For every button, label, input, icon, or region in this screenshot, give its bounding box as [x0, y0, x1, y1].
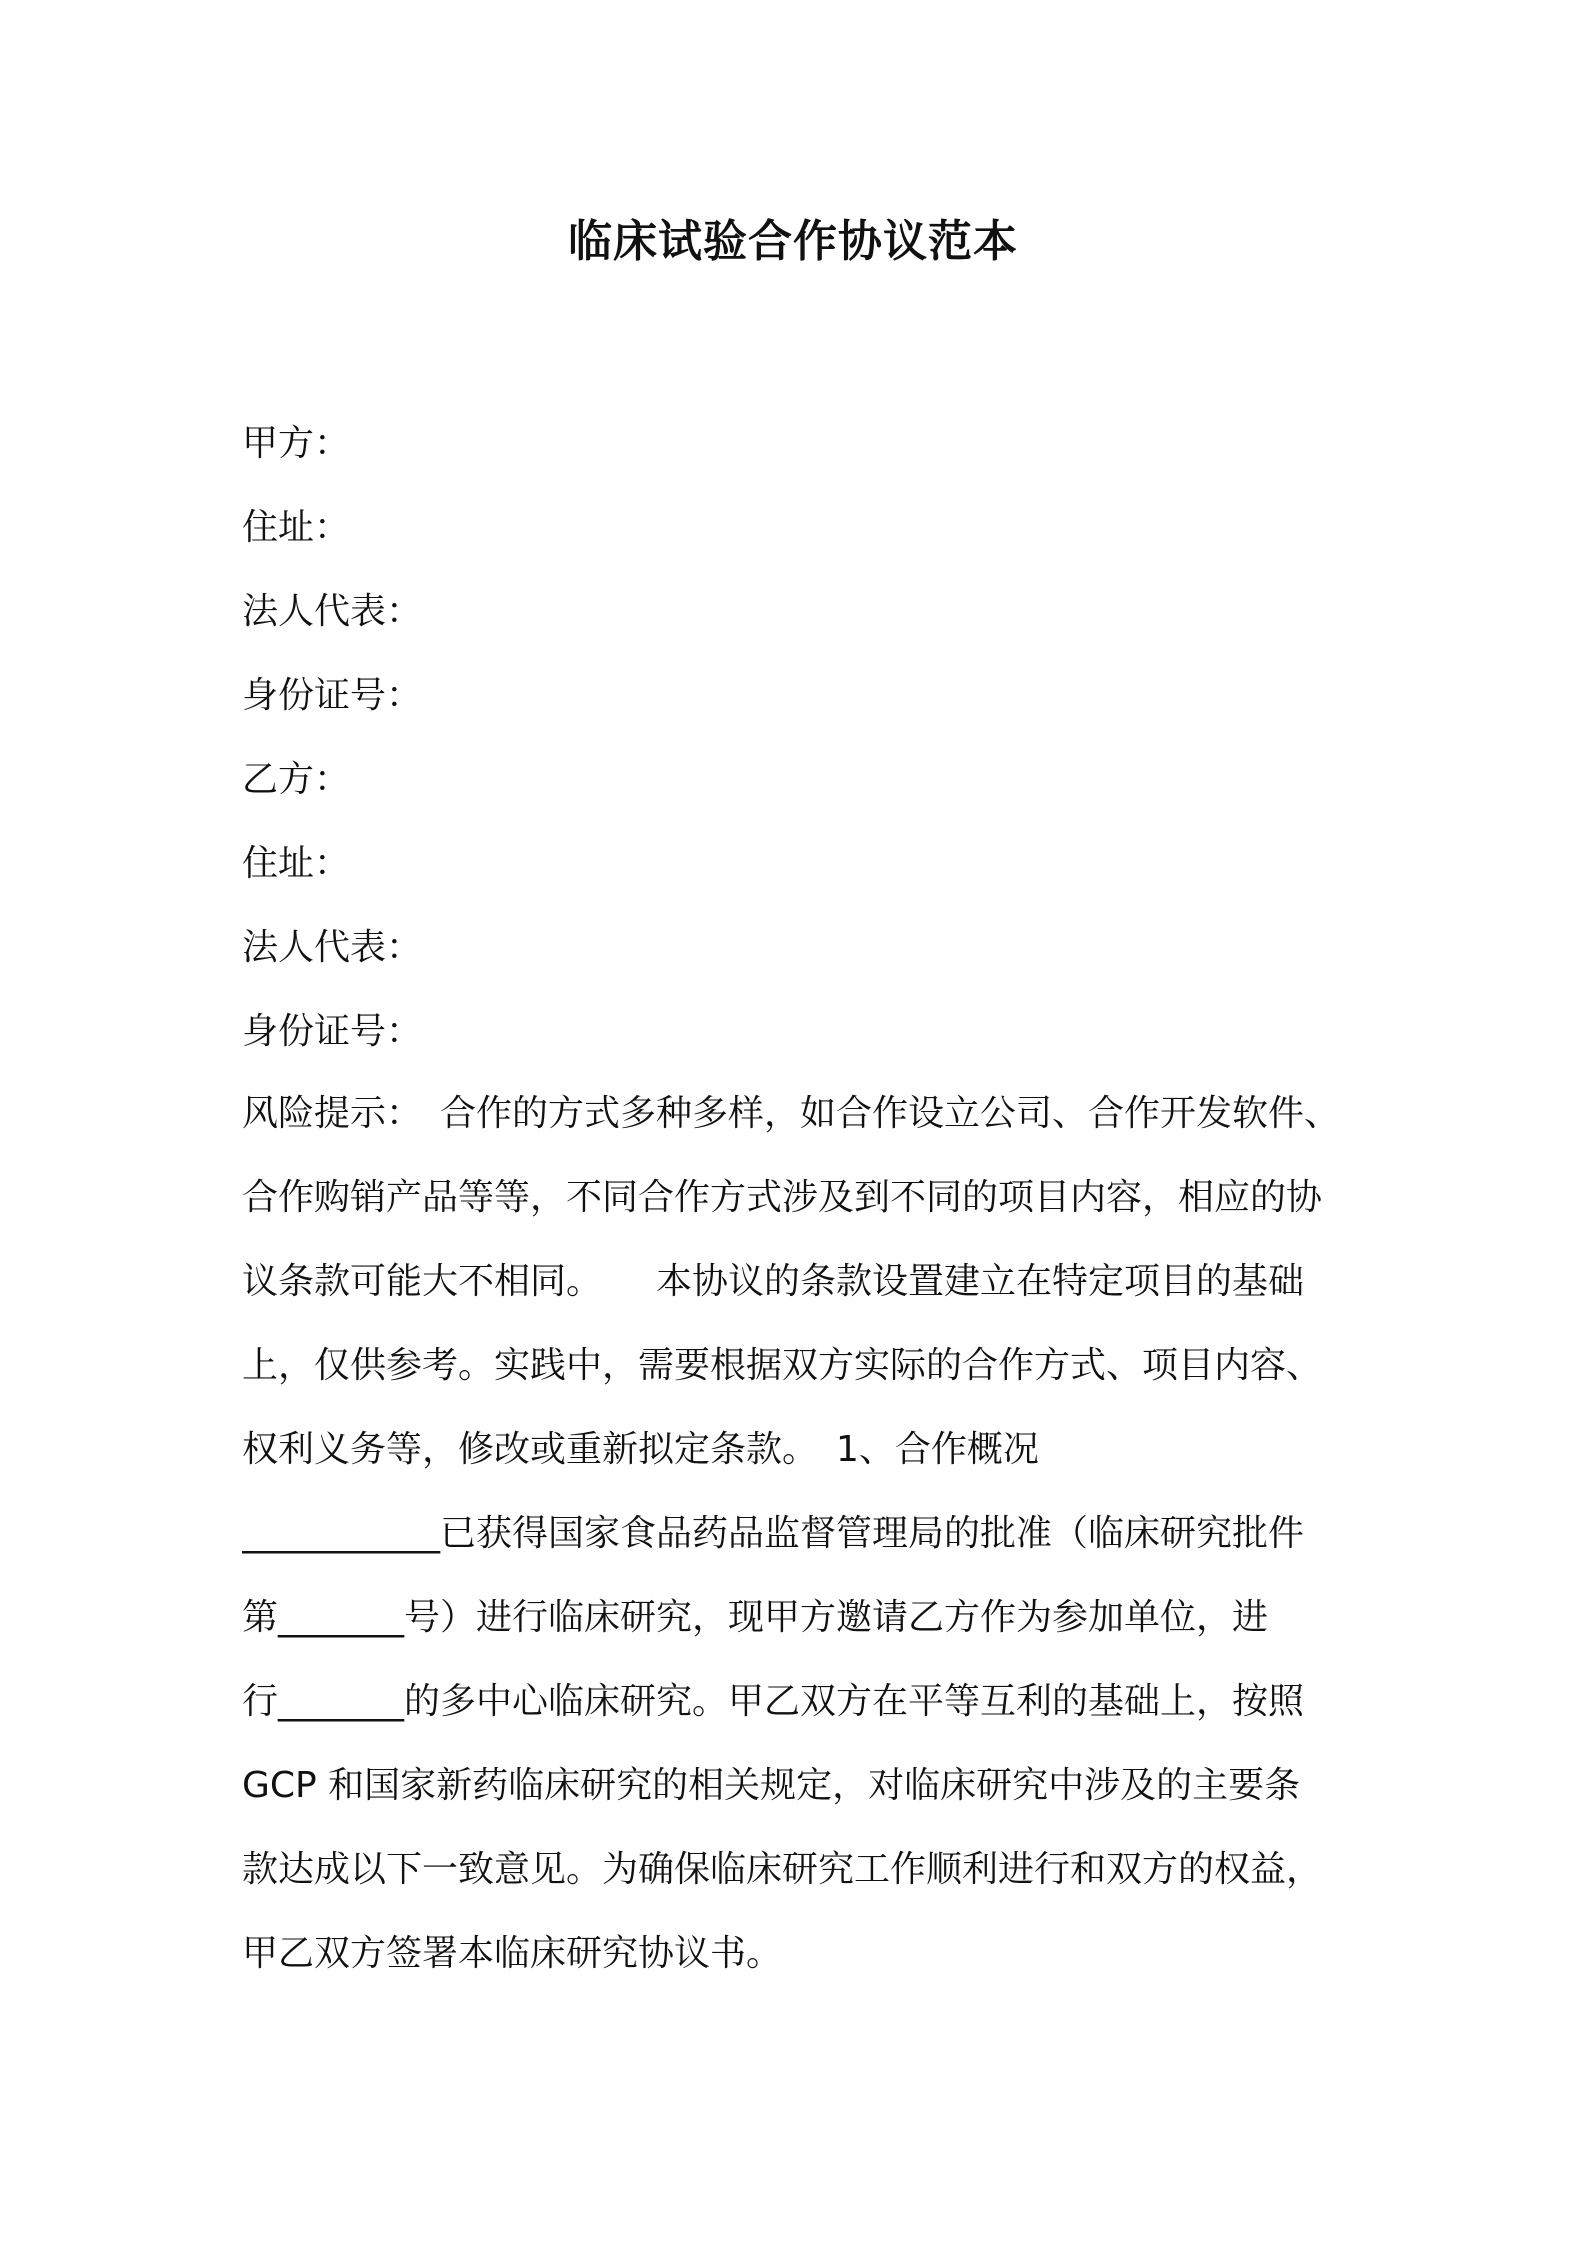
party-b-legal-rep-label: 法人代表： — [242, 927, 423, 968]
body-line: 合作购销产品等等，不同合作方式涉及到不同的项目内容，相应的协 — [242, 1177, 1323, 1218]
party-a-id-number-label: 身份证号： — [242, 675, 423, 716]
party-b-id-number-label: 身份证号： — [242, 1011, 423, 1052]
body-line: GCP 和国家新药临床研究的相关规定，对临床研究中涉及的主要条 — [242, 1765, 1301, 1806]
party-fields — [242, 402, 1352, 1074]
body-line: 行_______的多中心临床研究。甲乙双方在平等互利的基础上，按照 — [242, 1681, 1305, 1722]
body-line: ___________已获得国家食品药品监督管理局的批准（临床研究批件 — [242, 1513, 1305, 1554]
party-a-address-label: 住址： — [242, 507, 351, 548]
body-line: 权利义务等，修改或重新拟定条款。 1、合作概况 — [242, 1429, 1039, 1470]
body-line: 风险提示： 合作的方式多种多样，如合作设立公司、合作开发软件、 — [242, 1093, 1341, 1134]
document-title: 临床试验合作协议范本 — [568, 216, 1018, 267]
party-b-address-label: 住址： — [242, 843, 351, 884]
body-line: 款达成以下一致意见。为确保临床研究工作顺利进行和双方的权益， — [242, 1849, 1323, 1890]
party-a-label: 甲方： — [242, 423, 351, 464]
agreement-body — [242, 1072, 1352, 1996]
body-line: 议条款可能大不相同。 本协议的条款设置建立在特定项目的基础 — [242, 1261, 1305, 1302]
body-line: 第_______号）进行临床研究，现甲方邀请乙方作为参加单位，进 — [242, 1597, 1269, 1638]
body-line: 甲乙双方签署本临床研究协议书。 — [242, 1933, 783, 1974]
party-a-legal-rep-label: 法人代表： — [242, 591, 423, 632]
party-b-label: 乙方： — [242, 759, 351, 800]
body-line: 上，仅供参考。实践中，需要根据双方实际的合作方式、项目内容、 — [242, 1345, 1323, 1386]
